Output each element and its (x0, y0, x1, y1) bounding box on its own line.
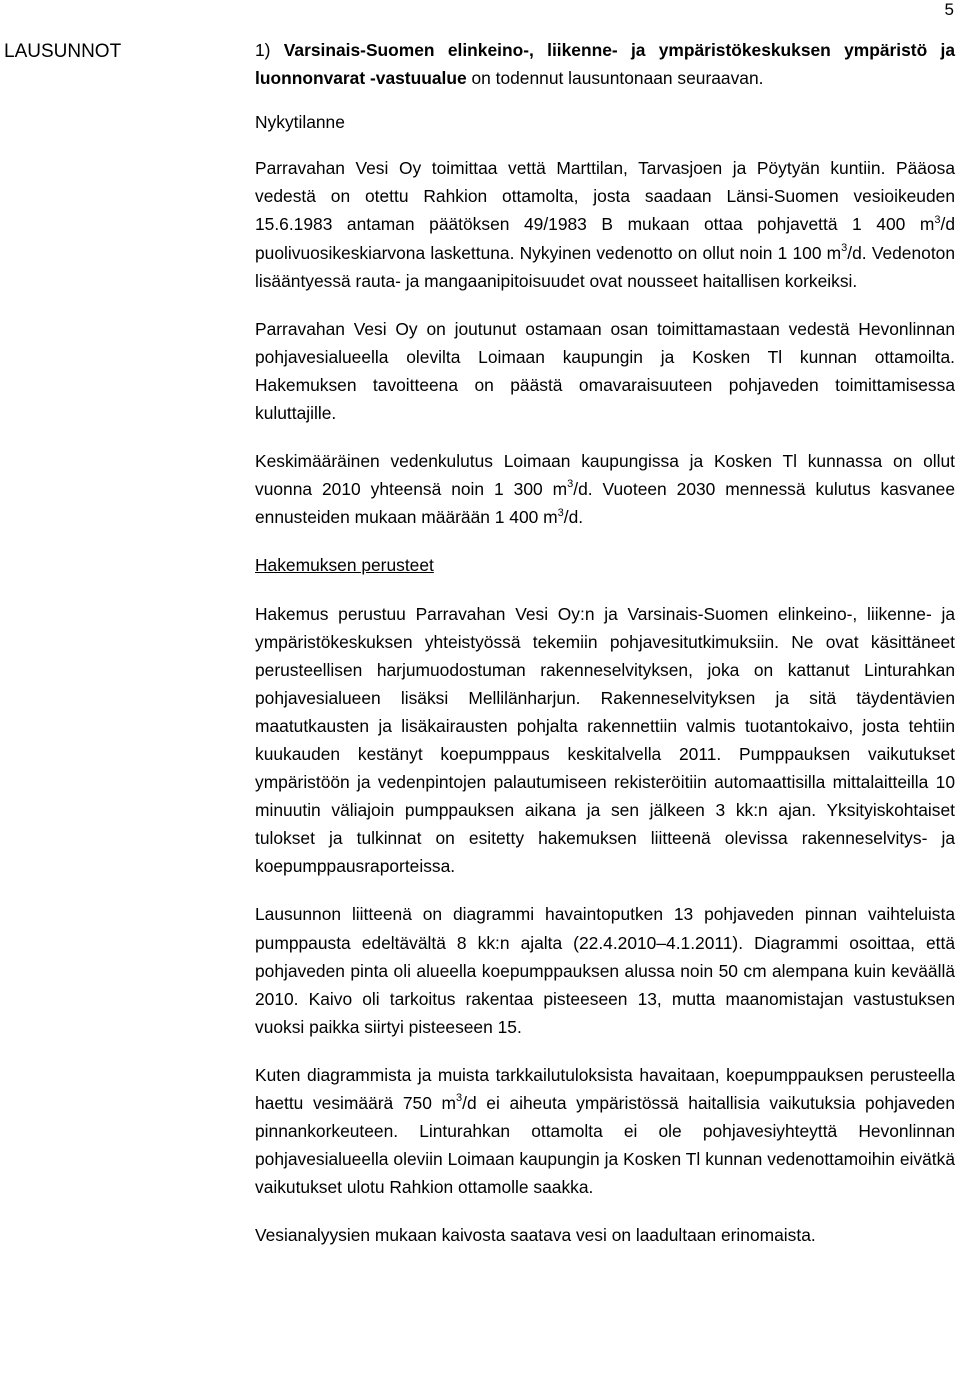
text-fragment: /d. Vuoteen 2030 mennessä kulutus kasvanee ennusteiden mukaan määrään 1 400 m (255, 479, 956, 528)
paragraph-application-grounds: Hakemus perustuu Parravahan Vesi Oy:n ja Varsinais-Suomen elinkeino-, liikenne- ja ympäristökeskuksen yhteistyössä tekemiin pohjavesitutkimuksiin. Ne ovat käsittäneet perusteellisen harjumuodostuman rakenneselvityksen, joka on kattanut Linturahkan pohjavesialueen lisäksi Mellilänharjun. Rakenneselvityksen ja sitä täydentävien maatutkausten ja lisäkairausten pohjalta rakennettiin valmis tuotantokaivo, josta tehtiin kuukauden kestänyt koepumppaus keskitalvella 2011. Pumppauksen vaikutukset ympäristöön ja vedenpintojen palautumiseen rekisteröitiin automaattisilla mittalaitteilla 10 minuutin väliajoin pumppauksen aikana ja sen jälkeen 3 kk:n ajan. Yksityiskohtaiset tulokset ja tulkinnat on esitetty hakemuksen liitteenä olevissa rakenneselvitys- ja koepumppausraporteissa. (255, 603, 955, 877)
intro-rest: on todennut lausuntonaan seuraavan. (466, 68, 764, 89)
section-title: LAUSUNNOT (4, 41, 122, 62)
statement-body (255, 36, 955, 1267)
paragraph-current-situation (255, 154, 955, 294)
text-fragment: /d puolivuosikeskiarvona laskettuna. Nykyinen vedenotto on ollut noin 1 100 m (255, 214, 955, 263)
superscript: 3 (841, 241, 848, 254)
authority-name: Varsinais-Suomen elinkeino-, liikenne- ja ympäristökeskuksen ympäristö ja luonnonvarat -vastuualue (255, 40, 955, 89)
text-fragment: /d. (563, 507, 584, 528)
paragraph-diagram: Lausunnon liitteenä on diagrammi havaintoputken 13 pohjaveden pinnan vaihteluista pumppausta edeltävältä 8 kk:n ajalta (22.4.2010–4.1.2011). Diagrammi osoittaa, että pohjaveden pinta oli alueella koepumppauksen alussa noin 50 cm alempana kuin keväällä 2010. Kaivo oli tarkoitus rakentaa pisteeseen 13, mutta maanomistajan vastustuksen vuoksi paikka siirtyi pisteeseen 15. (255, 904, 955, 1037)
superscript: 3 (557, 506, 564, 519)
heading-application-grounds: Hakemuksen perusteet (255, 555, 434, 576)
page-number: 5 (944, 0, 954, 19)
text-fragment: Keskimääräinen vedenkulutus Loimaan kaupungissa ja Kosken Tl kunnassa on ollut vuonna 2010 yhteensä noin 1 300 m (255, 451, 955, 500)
superscript: 3 (567, 478, 574, 491)
text-fragment: Parravahan Vesi Oy toimittaa vettä Marttilan, Tarvasjoen ja Pöytyän kuntiin. Pääosa vedestä on otettu Rahkion ottamolta, josta saadaan Länsi-Suomen vesioikeuden 15.6.1983 antaman päätöksen 49/1983 B mukaan ottaa pohjavettä 1 400 m (255, 158, 955, 235)
intro-paragraph (255, 36, 955, 92)
intro-prefix: 1) (255, 40, 284, 60)
paragraph-water-quality: Vesianalyysien mukaan kaivosta saatava vesi on laadultaan erinomaista. (255, 1225, 816, 1246)
text-fragment: /d ei aiheuta ympäristössä haitallisia vaikutuksia pohjaveden pinnankorkeuteen. Linturahkan ottamolta ei ole pohjavesiyhteyttä Hevonlinnan pohjavesialueella oleviin Loimaan kaupungin ja Kosken Tl kunnan vedenottamoihin eivätkä vaikutukset ulotu Rahkion ottamolle saakka. (255, 1093, 955, 1198)
paragraph-water-purchase: Parravahan Vesi Oy on joutunut ostamaan osan toimittamastaan vedestä Hevonlinnan pohjavesialueella olevilta Loimaan kaupungin ja Kosken Tl kunnan ottamoilta. Hakemuksen tavoitteena on päästä omavaraisuuteen pohjaveden toimittamisessa kuluttajille. (255, 318, 955, 424)
text-fragment: /d. Vedenoton lisääntyessä rauta- ja mangaanipitoisuudet ovat nousseet haitallisen korkeiksi. (255, 242, 955, 291)
paragraph-conclusion (255, 1061, 955, 1201)
superscript: 3 (456, 1092, 463, 1105)
text-fragment: Kuten diagrammista ja muista tarkkailutuloksista havaitaan, koepumppauksen perusteella haettu vesimäärä 750 m (255, 1064, 955, 1113)
paragraph-consumption (255, 447, 955, 531)
heading-current-situation: Nykytilanne (255, 112, 345, 133)
superscript: 3 (934, 213, 941, 226)
